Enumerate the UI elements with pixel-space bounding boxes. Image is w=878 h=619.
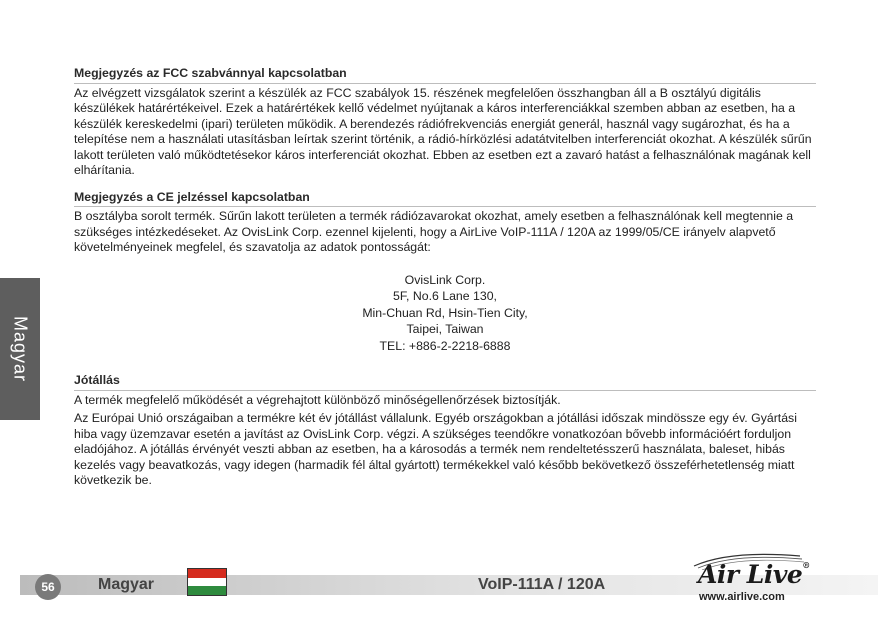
address-line-road: Min-Chuan Rd, Hsin-Tien City, (362, 305, 528, 320)
page-content (74, 66, 816, 500)
footer-language: Magyar (98, 576, 155, 593)
company-address (74, 272, 816, 355)
airlive-logo (690, 550, 820, 606)
ce-section (74, 190, 816, 256)
language-side-tab (0, 278, 40, 420)
address-line-phone: TEL: +886-2-2218-6888 (379, 338, 511, 353)
warranty-section (74, 373, 816, 489)
fcc-body: Az elvégzett vizsgálatok szerint a készülék az FCC szabályok 15. részének megfelelően összhangban áll a B osztályú digitális készülékek határértékeivel. Ezek a határértékek kellő védelmet nyújtanak a káros interferenciákkal szemben abban az esetben, ha a készülék kereskedelmi (ipari) területen működik. A berendezés rádiófrekvenciás energiát generál, használ vagy sugározhat, és ha a telepítése nem a használati utasításban leírtak szerint történik, a rádió-hírközlési adatátvitelben interferenciát okozhat. A készülék sűrűn lakott területen való működtetésekor káros interferenciát okozhat. Ebben az esetben ezt a zavaró hatást a felhasználónak magának kell elhárítania. (74, 85, 812, 177)
warranty-heading: Jótállás (74, 373, 816, 391)
logo-wordmark (698, 560, 810, 589)
logo-url: www.airlive.com (699, 591, 785, 603)
ce-heading: Megjegyzés a CE jelzéssel kapcsolatban (74, 190, 816, 208)
address-line-street: 5F, No.6 Lane 130, (393, 289, 497, 304)
page-number-badge: 56 (35, 574, 61, 600)
fcc-section (74, 66, 816, 179)
side-tab-label: Magyar (10, 315, 31, 383)
address-line-company: OvisLink Corp. (404, 272, 486, 287)
registered-mark: ® (802, 560, 810, 570)
flag-stripe-red (188, 569, 226, 578)
warranty-body-intro: A termék megfelelő működését a végrehajtott különböző minőségellenőrzések biztosítják. (74, 392, 561, 407)
flag-stripe-white (188, 578, 226, 587)
fcc-heading: Megjegyzés az FCC szabvánnyal kapcsolatban (74, 66, 816, 84)
warranty-body-terms: Az Európai Unió országaiban a termékre két év jótállást vállalunk. Egyéb országokban a jótállási időszak mindössze egy év. Gyártási hiba vagy üzemzavar esetén a javítást az OvisLink Corp. végzi. A szükséges teendőkre vonatkozóan bővebb információért forduljon eladójához. A jótállás érvényét veszti abban az esetben, ha a károsodás a termék nem rendeltetésszerű használata, baleset, hibás kezelés vagy beavatkozás, vagy idegen (harmadik fél által gyártott) termékekkel való később bekövetkező összeférhetetlenség miatt következik be. (74, 411, 797, 488)
ce-body: B osztályba sorolt termék. Sűrűn lakott területen a termék rádiózavarokat okozhat, amely esetben a felhasználónak kell megtennie a szükséges intézkedéseket. Az OvisLink Corp. ezennel kijelenti, hogy a AirLive VoIP-111A / 120A az 1999/05/CE irányelv alapvető követelményeinek megfelel, és szavatolja az adatok pontosságát: (74, 209, 794, 254)
flag-stripe-green (188, 586, 226, 595)
hungary-flag-icon (187, 568, 227, 596)
footer-model: VoIP-111A / 120A (478, 576, 606, 593)
logo-wordmark-text: Air Live (698, 560, 803, 589)
address-line-city: Taipei, Taiwan (406, 322, 484, 337)
